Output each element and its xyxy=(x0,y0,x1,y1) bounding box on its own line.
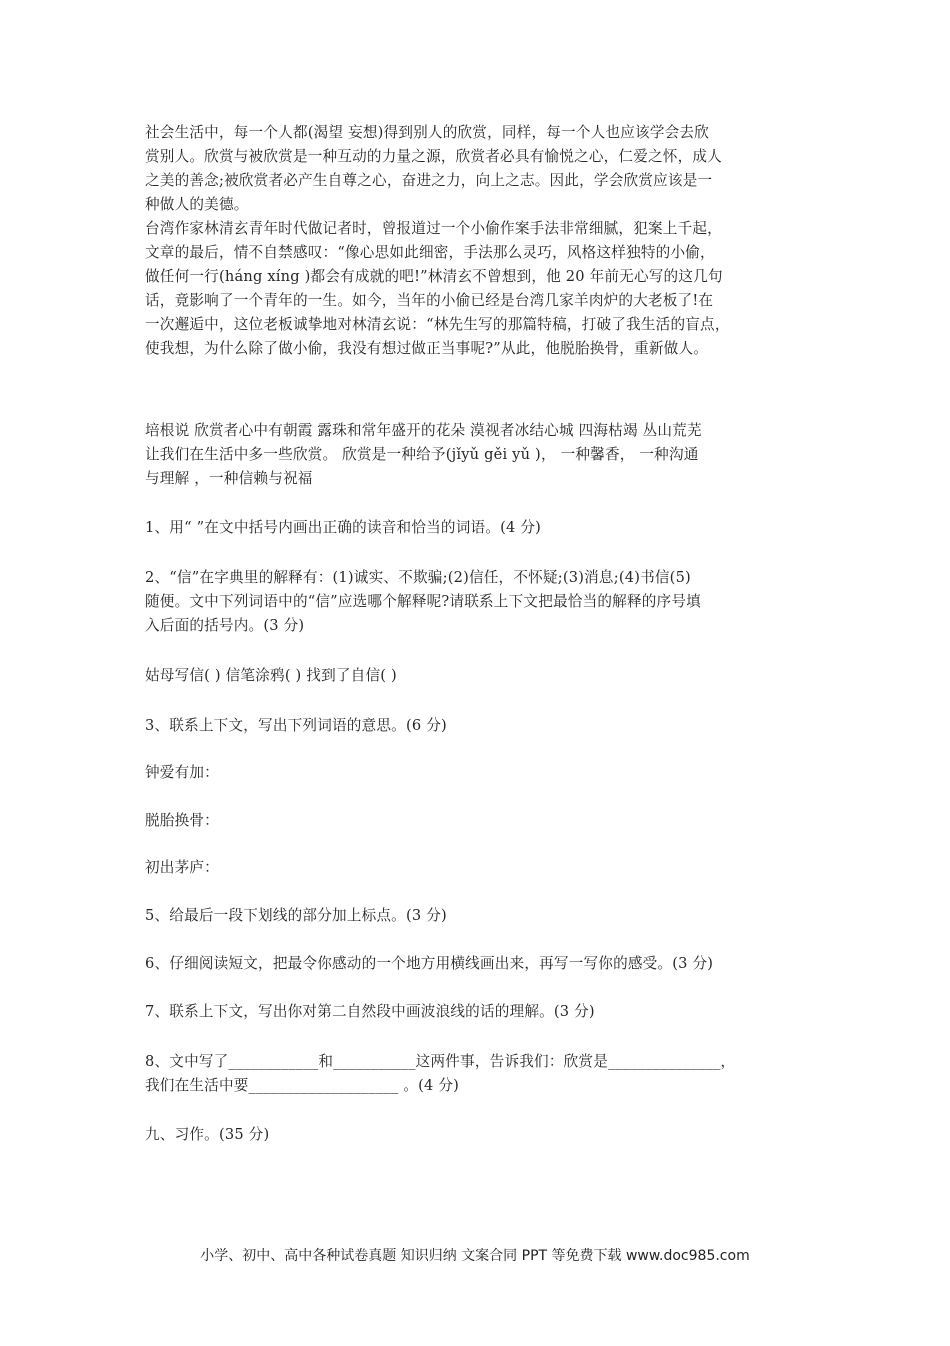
paragraph-2 xyxy=(145,217,815,361)
text-line: 赏别人。欣赏与被欣赏是一种互动的力量之源，欣赏者必具有愉悦之心，仁爱之怀，成人 xyxy=(145,148,722,165)
text-line: 培根说 欣赏者心中有朝霞 露珠和常年盛开的花朵 漠视者冰结心城 四海枯竭 丛山荒芜 xyxy=(145,422,702,439)
paragraph-3 xyxy=(145,419,815,491)
text-line: 社会生活中，每一个人都(渴望 妄想)得到别人的欣赏，同样，每一个人也应该学会去欣 xyxy=(145,124,709,141)
text-line: 之美的善念;被欣赏者必产生自尊之心，奋进之力，向上之志。因此，学会欣赏应该是一 xyxy=(145,172,713,189)
question-text: 5、给最后一段下划线的部分加上标点。(3 分) xyxy=(145,907,447,924)
question-text: 7、联系上下文，写出你对第二自然段中画波浪线的话的理解。(3 分) xyxy=(145,1003,595,1020)
question-2 xyxy=(145,566,815,638)
page-footer: 小学、初中、高中各种试卷真题 知识归纳 文案合同 PPT 等免费下载 www.doc985.com xyxy=(200,1248,750,1264)
question-3-word-3 xyxy=(145,856,815,880)
text-line: 文章的最后，情不自禁感叹：“像心思如此细密，手法那么灵巧，风格这样独特的小偷， xyxy=(145,244,715,261)
text-line: 话，竟影响了一个青年的一生。如今，当年的小偷已经是台湾几家羊肉炉的大老板了!在 xyxy=(145,292,714,309)
question-7 xyxy=(145,1000,815,1024)
question-text: 我们在生活中要____________________ 。(4 分) xyxy=(145,1077,460,1094)
question-2-items xyxy=(145,664,815,688)
question-text: 入后面的括号内。(3 分) xyxy=(145,617,305,634)
question-text: 8、文中写了____________和___________这两件事，告诉我们：欣赏是_______________， xyxy=(145,1053,736,1070)
text-line: 台湾作家林清玄青年时代做记者时，曾报道过一个小偷作案手法非常细腻，犯案上千起， xyxy=(145,220,722,237)
question-text: 1、用“ ”在文中括号内画出正确的读音和恰当的词语。(4 分) xyxy=(145,519,542,536)
question-5 xyxy=(145,904,815,928)
question-text: 九、习作。(35 分) xyxy=(145,1126,270,1143)
text-line: 让我们在生活中多一些欣赏。 欣赏是一种给予(jǐyǔ gěi yǔ )， 一种馨香， 一种沟通 xyxy=(145,446,699,463)
text-line: 做任何一行(háng xíng )都会有成就的吧!”林清玄不曾想到，他 20 年前无心写的这几句 xyxy=(145,268,723,285)
question-3 xyxy=(145,714,815,738)
question-9 xyxy=(145,1123,815,1147)
question-items: 姑母写信( ) 信笔涂鸦( ) 找到了自信( ) xyxy=(145,667,397,684)
text-line: 一次邂逅中，这位老板诚挚地对林清玄说：“林先生写的那篇特稿，打破了我生活的盲点， xyxy=(145,316,730,333)
question-text: 3、联系上下文，写出下列词语的意思。(6 分) xyxy=(145,717,447,734)
question-8 xyxy=(145,1050,815,1098)
question-text: 2、“信”在字典里的解释有：(1)诚实、不欺骗;(2)信任，不怀疑;(3)消息;(4)书信(5) xyxy=(145,569,691,586)
question-3-word-2 xyxy=(145,809,815,833)
text-line: 与理解 ，一种信赖与祝福 xyxy=(145,470,313,487)
word-prompt: 初出茅庐： xyxy=(145,859,219,876)
text-line: 使我想，为什么除了做小偷，我没有想过做正当事呢?”从此，他脱胎换骨，重新做人。 xyxy=(145,340,709,357)
paragraph-1 xyxy=(145,121,815,217)
question-text: 6、仔细阅读短文，把最令你感动的一个地方用横线画出来，再写一写你的感受。(3 分) xyxy=(145,955,714,972)
question-6 xyxy=(145,952,815,976)
question-3-word-1 xyxy=(145,761,815,785)
word-prompt: 钟爱有加： xyxy=(145,764,219,781)
word-prompt: 脱胎换骨： xyxy=(145,812,219,829)
text-line: 种做人的美德。 xyxy=(145,196,249,213)
question-1 xyxy=(145,516,815,540)
question-text: 随便。文中下列词语中的“信”应选哪个解释呢?请联系上下文把最恰当的解释的序号填 xyxy=(145,593,701,610)
